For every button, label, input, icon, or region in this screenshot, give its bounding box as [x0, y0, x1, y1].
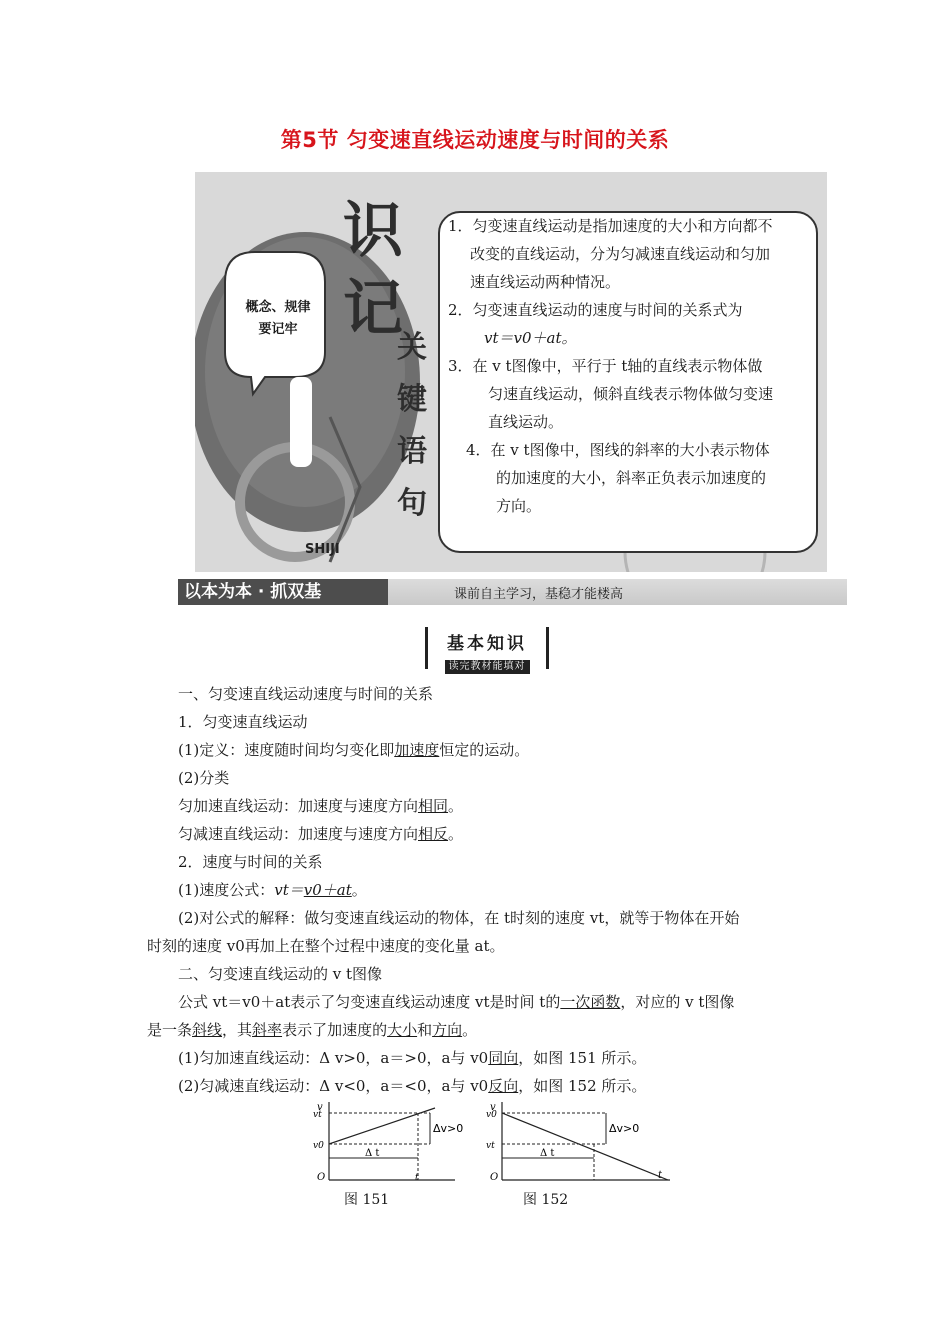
figure-151-graph	[305, 1098, 465, 1188]
note-line: 的加速度的大小，斜率正负表示加速度的	[496, 469, 767, 487]
note-line: 速直线运动两种情况。	[470, 273, 621, 291]
text: 匀减速直线运动：加速度与速度方向	[178, 825, 419, 843]
paragraph	[178, 739, 529, 760]
paragraph	[178, 1075, 646, 1096]
basic-subtitle: 读完教材能填对	[445, 660, 530, 674]
fill-blank: 大小	[387, 1021, 418, 1039]
note-line: 4．在 v t图像中，图线的斜率的大小表示物体	[466, 441, 770, 459]
paragraph: (2)对公式的解释：做匀变速直线运动的物体，在 t时刻的速度 vt，就等于物体在开始	[178, 909, 740, 927]
section-heading: 二、匀变速直线运动的 v t图像	[178, 965, 383, 983]
vertical-heading	[397, 322, 427, 530]
note-line: 改变的直线运动，分为匀减速直线运动和匀加	[470, 245, 771, 263]
note-line: 匀速直线运动，倾斜直线表示物体做匀变速	[488, 385, 774, 403]
fill-blank: 同向	[488, 1049, 519, 1067]
note-line: 方向。	[496, 497, 542, 515]
subsection-heading: 2．速度与时间的关系	[178, 853, 323, 871]
fill-blank: 反向	[488, 1077, 519, 1095]
text: 。	[351, 881, 367, 899]
paragraph	[178, 1047, 646, 1068]
strip-label: 以本为本 · 抓双基	[178, 579, 388, 605]
label-v: v	[317, 1102, 323, 1113]
paragraph	[178, 879, 367, 900]
vertical-char: 句	[397, 486, 427, 521]
text: 。	[448, 797, 464, 815]
paragraph	[147, 1019, 477, 1040]
label-O: O	[317, 1172, 326, 1183]
figure-152-caption: 图 152	[523, 1192, 569, 1208]
big-char: 识	[343, 196, 403, 266]
fill-blank: v0＋at	[303, 881, 352, 899]
figure-152-graph	[478, 1098, 678, 1188]
text: 。	[462, 1021, 478, 1039]
bubble-text	[228, 297, 328, 341]
velocity-line	[502, 1113, 668, 1180]
label-O: O	[490, 1172, 499, 1183]
note-line: 直线运动。	[488, 413, 564, 431]
fill-blank: 斜线	[192, 1021, 223, 1039]
paragraph: (2)分类	[178, 769, 230, 787]
label-dv: Δv>0	[433, 1122, 464, 1135]
fill-blank: 方向	[432, 1021, 463, 1039]
strip-motto: 课前自主学习，基稳才能楼高	[454, 587, 624, 602]
vertical-char: 语	[397, 434, 427, 469]
paragraph	[178, 823, 463, 844]
section-heading: 一、匀变速直线运动速度与时间的关系	[178, 685, 434, 703]
text: ，对应的 v t图像	[620, 993, 735, 1011]
text: 是一条	[147, 1021, 193, 1039]
paragraph	[178, 991, 734, 1012]
note-formula: vt＝v0＋at。	[484, 329, 577, 347]
note-line: 3．在 v t图像中，平行于 t轴的直线表示物体做	[448, 357, 763, 375]
subsection-heading: 1．匀变速直线运动	[178, 713, 308, 731]
label-v0: v0	[313, 1141, 324, 1151]
label-vt: vt	[313, 1110, 322, 1120]
label-v: v	[490, 1102, 496, 1113]
text: 匀加速直线运动：加速度与速度方向	[178, 797, 419, 815]
text: 表示了加速度的	[282, 1021, 388, 1039]
paragraph	[178, 795, 463, 816]
label-dv: Δv>0	[609, 1122, 640, 1135]
label-vt: vt	[486, 1141, 495, 1151]
banner-logo: SHIJI	[305, 542, 340, 557]
label-dt: Δ t	[540, 1148, 555, 1159]
basic-title: 基本知识	[447, 634, 527, 654]
fill-blank: 一次函数	[560, 993, 621, 1011]
basic-knowledge-heading	[425, 627, 549, 672]
formula: vt＝	[274, 881, 304, 899]
bubble-line: 要记牢	[258, 322, 298, 337]
page-title: 第5节 匀变速直线运动速度与时间的关系	[280, 128, 670, 152]
text: (1)匀加速直线运动：Δ v>0，a＝>0，a与 v0	[178, 1049, 489, 1067]
text: 。	[448, 825, 464, 843]
fill-blank: 相同	[418, 797, 449, 815]
text: ，其	[222, 1021, 253, 1039]
note-line: 1．匀变速直线运动是指加速度的大小和方向都不	[448, 217, 773, 235]
key-points-box	[438, 211, 818, 553]
big-char: 记	[343, 274, 403, 344]
big-characters	[343, 192, 403, 348]
bubble-line: 概念、规律	[245, 300, 311, 315]
figure-151-caption: 图 151	[344, 1192, 390, 1208]
label-dt: Δ t	[365, 1148, 380, 1159]
label-t: t	[658, 1170, 663, 1181]
vertical-char: 关	[397, 330, 427, 365]
text: 公式 vt＝v0＋at表示了匀变速直线运动速度 vt是时间 t的	[178, 993, 561, 1011]
text: (2)匀减速直线运动：Δ v<0，a＝<0，a与 v0	[178, 1077, 489, 1095]
text: 和	[417, 1021, 433, 1039]
text: ，如图 151 所示。	[518, 1049, 647, 1067]
paragraph: 时刻的速度 v0再加上在整个过程中速度的变化量 at。	[147, 937, 505, 955]
text: 恒定的运动。	[439, 741, 530, 759]
text: (1)定义：速度随时间均匀变化即	[178, 741, 395, 759]
note-line: 2．匀变速直线运动的速度与时间的关系式为	[448, 301, 743, 319]
label-v0: v0	[486, 1110, 497, 1120]
fill-blank: 斜率	[252, 1021, 283, 1039]
vertical-char: 键	[397, 382, 427, 417]
fill-blank: 加速度	[394, 741, 440, 759]
label-t1: t	[415, 1173, 419, 1183]
fill-blank: 相反	[418, 825, 449, 843]
text: (1)速度公式：	[178, 881, 275, 899]
text: ，如图 152 所示。	[518, 1077, 647, 1095]
